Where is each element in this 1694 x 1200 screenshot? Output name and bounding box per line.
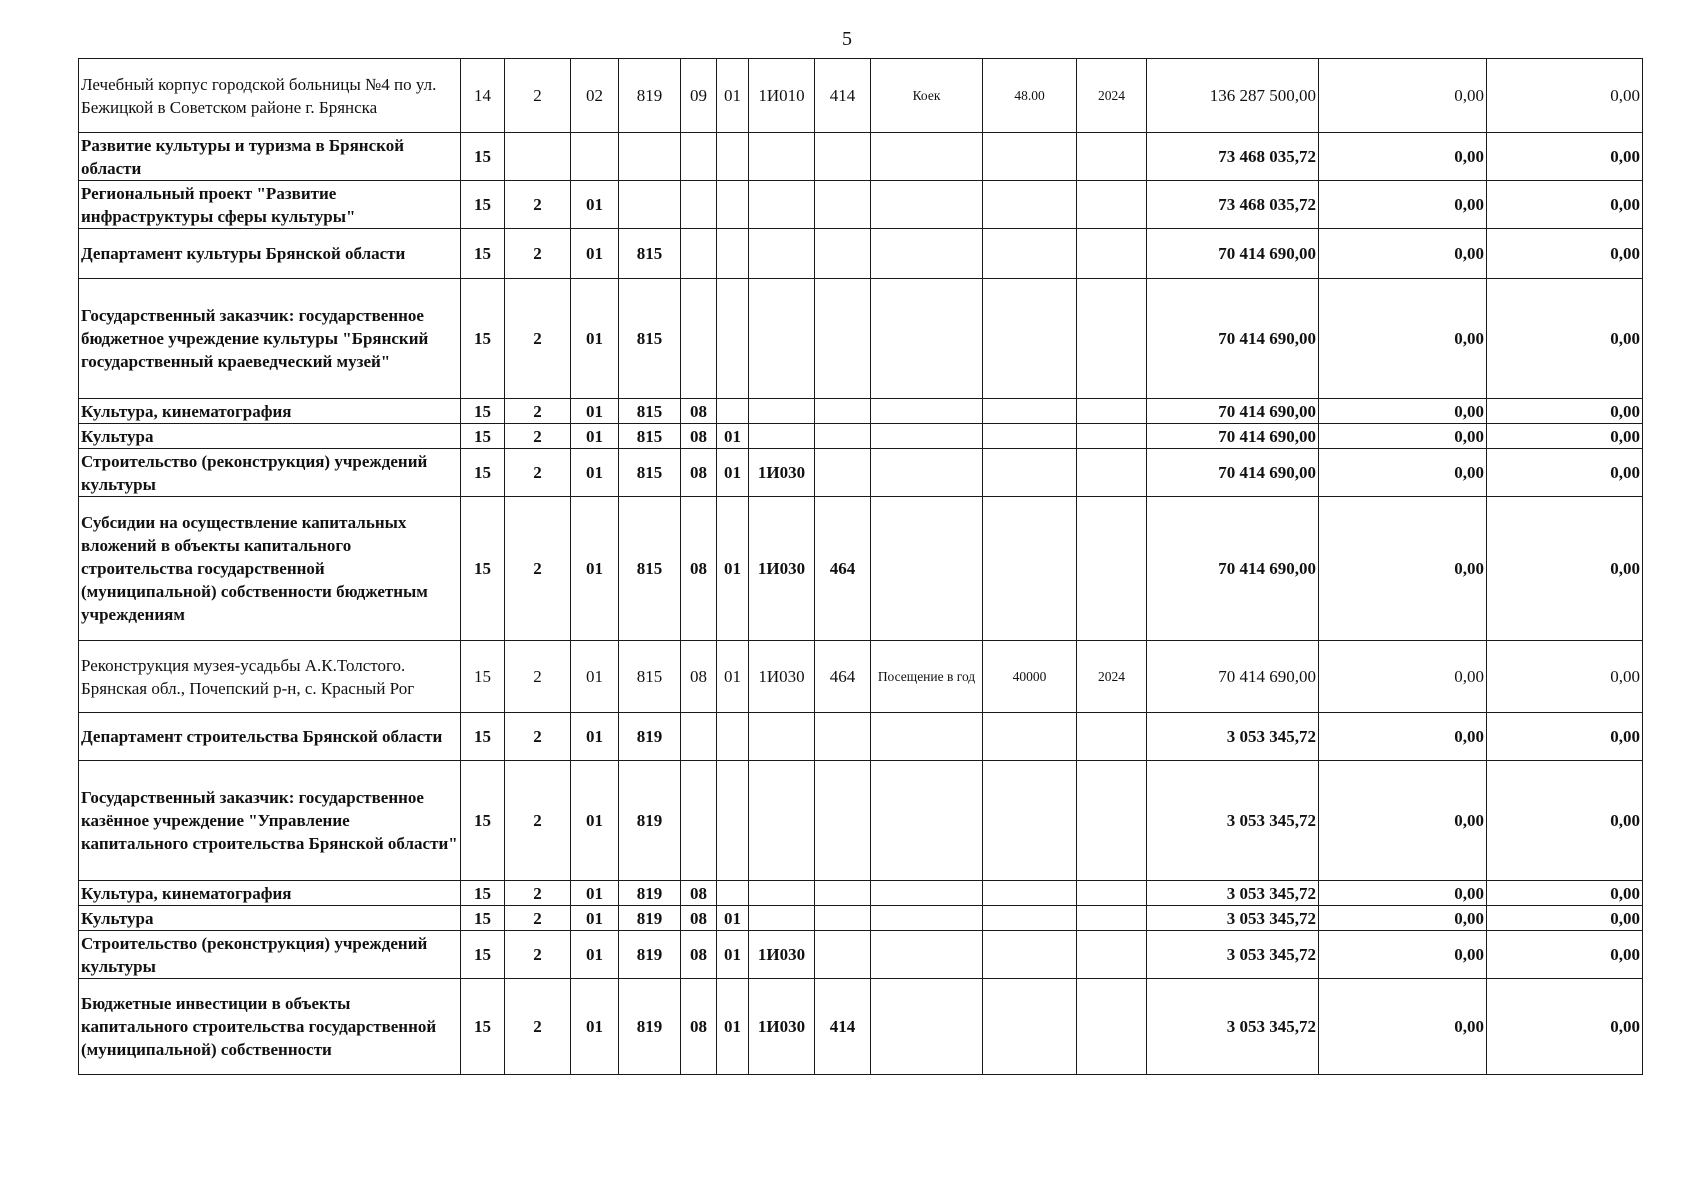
- table-row: [79, 713, 1643, 761]
- project-code-cell: 01: [571, 641, 619, 713]
- target-article-cell: 1И030: [749, 641, 815, 713]
- capacity-value-cell: [983, 979, 1077, 1075]
- section-code-cell: [681, 181, 717, 229]
- project-code-cell: 01: [571, 761, 619, 881]
- amount-year2-cell: 0,00: [1319, 229, 1487, 279]
- subsection-code-cell: 01: [717, 497, 749, 641]
- section-code-cell: 08: [681, 906, 717, 931]
- row-name-cell: Региональный проект "Развитие инфраструктуры сферы культуры": [79, 181, 461, 229]
- amount-year1-cell: 3 053 345,72: [1147, 906, 1319, 931]
- capacity-unit-cell: [871, 497, 983, 641]
- target-article-cell: [749, 906, 815, 931]
- subsection-code-cell: [717, 713, 749, 761]
- capacity-value-cell: [983, 931, 1077, 979]
- section-code-cell: [681, 133, 717, 181]
- expense-type-cell: [815, 424, 871, 449]
- amount-year2-cell: 0,00: [1319, 449, 1487, 497]
- amount-year3-cell: 0,00: [1487, 181, 1643, 229]
- amount-year2-cell: 0,00: [1319, 133, 1487, 181]
- amount-year3-cell: 0,00: [1487, 979, 1643, 1075]
- target-article-cell: [749, 399, 815, 424]
- project-code-cell: 01: [571, 906, 619, 931]
- grbs-code-cell: 815: [619, 424, 681, 449]
- expense-type-cell: [815, 761, 871, 881]
- expense-type-cell: 464: [815, 641, 871, 713]
- program-code-cell: 15: [461, 229, 505, 279]
- commissioning-year-cell: [1077, 713, 1147, 761]
- budget-table: [78, 58, 1643, 1075]
- amount-year2-cell: 0,00: [1319, 424, 1487, 449]
- section-code-cell: 08: [681, 641, 717, 713]
- table-row: [79, 449, 1643, 497]
- amount-year2-cell: 0,00: [1319, 181, 1487, 229]
- table-row: [79, 761, 1643, 881]
- grbs-code-cell: 819: [619, 59, 681, 133]
- program-code-cell: 15: [461, 424, 505, 449]
- commissioning-year-cell: [1077, 449, 1147, 497]
- capacity-unit-cell: [871, 931, 983, 979]
- subprogram-code-cell: 2: [505, 424, 571, 449]
- capacity-unit-cell: Коек: [871, 59, 983, 133]
- table-row: [79, 881, 1643, 906]
- amount-year3-cell: 0,00: [1487, 641, 1643, 713]
- amount-year3-cell: 0,00: [1487, 906, 1643, 931]
- subsection-code-cell: 01: [717, 906, 749, 931]
- subprogram-code-cell: 2: [505, 181, 571, 229]
- program-code-cell: 15: [461, 931, 505, 979]
- section-code-cell: 08: [681, 881, 717, 906]
- capacity-value-cell: [983, 424, 1077, 449]
- amount-year2-cell: 0,00: [1319, 761, 1487, 881]
- amount-year3-cell: 0,00: [1487, 279, 1643, 399]
- capacity-unit-cell: [871, 979, 983, 1075]
- row-name-cell: Департамент культуры Брянской области: [79, 229, 461, 279]
- amount-year2-cell: 0,00: [1319, 979, 1487, 1075]
- amount-year1-cell: 70 414 690,00: [1147, 399, 1319, 424]
- table-row: [79, 59, 1643, 133]
- table-row: [79, 399, 1643, 424]
- row-name-cell: Реконструкция музея-усадьбы А.К.Толстого. Брянская обл., Почепский р-н, с. Красный Рог: [79, 641, 461, 713]
- table-row: [79, 133, 1643, 181]
- program-code-cell: 15: [461, 906, 505, 931]
- program-code-cell: 15: [461, 713, 505, 761]
- target-article-cell: 1И010: [749, 59, 815, 133]
- capacity-unit-cell: [871, 133, 983, 181]
- amount-year2-cell: 0,00: [1319, 641, 1487, 713]
- amount-year3-cell: 0,00: [1487, 713, 1643, 761]
- expense-type-cell: 414: [815, 59, 871, 133]
- commissioning-year-cell: [1077, 761, 1147, 881]
- table-row: [79, 279, 1643, 399]
- target-article-cell: [749, 181, 815, 229]
- expense-type-cell: [815, 449, 871, 497]
- section-code-cell: 08: [681, 931, 717, 979]
- subsection-code-cell: 01: [717, 979, 749, 1075]
- amount-year2-cell: 0,00: [1319, 399, 1487, 424]
- row-name-cell: Бюджетные инвестиции в объекты капитального строительства государственной (муниципальной) собственности: [79, 979, 461, 1075]
- table-row: [79, 906, 1643, 931]
- amount-year1-cell: 3 053 345,72: [1147, 881, 1319, 906]
- subprogram-code-cell: 2: [505, 881, 571, 906]
- target-article-cell: [749, 713, 815, 761]
- target-article-cell: [749, 279, 815, 399]
- row-name-cell: Субсидии на осуществление капитальных вложений в объекты капитального строительства государственной (муниципальной) собственности бюджетным учреждениям: [79, 497, 461, 641]
- table-row: [79, 229, 1643, 279]
- table-row: [79, 424, 1643, 449]
- table-row: [79, 497, 1643, 641]
- amount-year2-cell: 0,00: [1319, 497, 1487, 641]
- grbs-code-cell: 819: [619, 761, 681, 881]
- section-code-cell: 08: [681, 449, 717, 497]
- amount-year2-cell: 0,00: [1319, 881, 1487, 906]
- program-code-cell: 15: [461, 761, 505, 881]
- amount-year3-cell: 0,00: [1487, 761, 1643, 881]
- grbs-code-cell: 815: [619, 399, 681, 424]
- target-article-cell: [749, 229, 815, 279]
- program-code-cell: 15: [461, 399, 505, 424]
- row-name-cell: Развитие культуры и туризма в Брянской области: [79, 133, 461, 181]
- project-code-cell: 01: [571, 181, 619, 229]
- capacity-value-cell: [983, 229, 1077, 279]
- target-article-cell: 1И030: [749, 449, 815, 497]
- capacity-value-cell: [983, 133, 1077, 181]
- target-article-cell: [749, 881, 815, 906]
- capacity-unit-cell: [871, 449, 983, 497]
- commissioning-year-cell: [1077, 229, 1147, 279]
- expense-type-cell: 464: [815, 497, 871, 641]
- amount-year3-cell: 0,00: [1487, 931, 1643, 979]
- subsection-code-cell: 01: [717, 449, 749, 497]
- target-article-cell: [749, 133, 815, 181]
- section-code-cell: [681, 279, 717, 399]
- project-code-cell: 01: [571, 279, 619, 399]
- capacity-unit-cell: [871, 181, 983, 229]
- commissioning-year-cell: [1077, 906, 1147, 931]
- amount-year3-cell: 0,00: [1487, 497, 1643, 641]
- capacity-value-cell: [983, 181, 1077, 229]
- amount-year1-cell: 70 414 690,00: [1147, 497, 1319, 641]
- grbs-code-cell: 819: [619, 881, 681, 906]
- program-code-cell: 15: [461, 641, 505, 713]
- grbs-code-cell: 815: [619, 229, 681, 279]
- amount-year3-cell: 0,00: [1487, 449, 1643, 497]
- table-body: [79, 59, 1643, 1075]
- table-row: [79, 641, 1643, 713]
- target-article-cell: [749, 424, 815, 449]
- amount-year3-cell: 0,00: [1487, 229, 1643, 279]
- commissioning-year-cell: [1077, 497, 1147, 641]
- capacity-value-cell: [983, 761, 1077, 881]
- program-code-cell: 15: [461, 881, 505, 906]
- target-article-cell: 1И030: [749, 931, 815, 979]
- amount-year1-cell: 70 414 690,00: [1147, 229, 1319, 279]
- program-code-cell: 15: [461, 133, 505, 181]
- section-code-cell: 08: [681, 399, 717, 424]
- section-code-cell: [681, 229, 717, 279]
- subsection-code-cell: [717, 229, 749, 279]
- subsection-code-cell: 01: [717, 931, 749, 979]
- subprogram-code-cell: 2: [505, 713, 571, 761]
- project-code-cell: 01: [571, 399, 619, 424]
- expense-type-cell: [815, 181, 871, 229]
- program-code-cell: 15: [461, 279, 505, 399]
- commissioning-year-cell: [1077, 931, 1147, 979]
- subprogram-code-cell: 2: [505, 229, 571, 279]
- amount-year1-cell: 70 414 690,00: [1147, 279, 1319, 399]
- project-code-cell: [571, 133, 619, 181]
- target-article-cell: [749, 761, 815, 881]
- amount-year2-cell: 0,00: [1319, 279, 1487, 399]
- capacity-value-cell: [983, 906, 1077, 931]
- expense-type-cell: [815, 881, 871, 906]
- table-row: [79, 931, 1643, 979]
- capacity-unit-cell: [871, 906, 983, 931]
- expense-type-cell: [815, 229, 871, 279]
- capacity-unit-cell: [871, 279, 983, 399]
- amount-year1-cell: 3 053 345,72: [1147, 713, 1319, 761]
- subsection-code-cell: 01: [717, 59, 749, 133]
- expense-type-cell: [815, 399, 871, 424]
- program-code-cell: 14: [461, 59, 505, 133]
- project-code-cell: 01: [571, 424, 619, 449]
- section-code-cell: 08: [681, 424, 717, 449]
- row-name-cell: Культура: [79, 906, 461, 931]
- subprogram-code-cell: 2: [505, 59, 571, 133]
- capacity-value-cell: [983, 449, 1077, 497]
- commissioning-year-cell: [1077, 881, 1147, 906]
- subsection-code-cell: [717, 399, 749, 424]
- table-row: [79, 181, 1643, 229]
- grbs-code-cell: [619, 133, 681, 181]
- row-name-cell: Культура, кинематография: [79, 881, 461, 906]
- subsection-code-cell: [717, 133, 749, 181]
- subprogram-code-cell: 2: [505, 979, 571, 1075]
- subprogram-code-cell: 2: [505, 641, 571, 713]
- capacity-value-cell: [983, 279, 1077, 399]
- subsection-code-cell: 01: [717, 424, 749, 449]
- grbs-code-cell: 815: [619, 641, 681, 713]
- subsection-code-cell: [717, 279, 749, 399]
- capacity-unit-cell: [871, 424, 983, 449]
- amount-year1-cell: 73 468 035,72: [1147, 133, 1319, 181]
- amount-year3-cell: 0,00: [1487, 424, 1643, 449]
- amount-year2-cell: 0,00: [1319, 713, 1487, 761]
- capacity-unit-cell: [871, 229, 983, 279]
- subsection-code-cell: [717, 181, 749, 229]
- subprogram-code-cell: 2: [505, 399, 571, 424]
- commissioning-year-cell: 2024: [1077, 641, 1147, 713]
- grbs-code-cell: 819: [619, 906, 681, 931]
- grbs-code-cell: 815: [619, 449, 681, 497]
- commissioning-year-cell: [1077, 399, 1147, 424]
- subprogram-code-cell: 2: [505, 497, 571, 641]
- row-name-cell: Строительство (реконструкция) учреждений культуры: [79, 931, 461, 979]
- amount-year1-cell: 3 053 345,72: [1147, 979, 1319, 1075]
- target-article-cell: 1И030: [749, 497, 815, 641]
- project-code-cell: 01: [571, 881, 619, 906]
- grbs-code-cell: 819: [619, 713, 681, 761]
- section-code-cell: [681, 713, 717, 761]
- capacity-value-cell: 40000: [983, 641, 1077, 713]
- grbs-code-cell: 819: [619, 979, 681, 1075]
- program-code-cell: 15: [461, 181, 505, 229]
- amount-year3-cell: 0,00: [1487, 59, 1643, 133]
- grbs-code-cell: 819: [619, 931, 681, 979]
- project-code-cell: 01: [571, 229, 619, 279]
- subprogram-code-cell: 2: [505, 931, 571, 979]
- page-number: 5: [842, 28, 852, 50]
- expense-type-cell: [815, 906, 871, 931]
- project-code-cell: 01: [571, 979, 619, 1075]
- subprogram-code-cell: 2: [505, 906, 571, 931]
- amount-year1-cell: 70 414 690,00: [1147, 641, 1319, 713]
- amount-year1-cell: 136 287 500,00: [1147, 59, 1319, 133]
- row-name-cell: Государственный заказчик: государственное бюджетное учреждение культуры "Брянский государственный краеведческий музей": [79, 279, 461, 399]
- expense-type-cell: 414: [815, 979, 871, 1075]
- amount-year2-cell: 0,00: [1319, 59, 1487, 133]
- commissioning-year-cell: 2024: [1077, 59, 1147, 133]
- project-code-cell: 01: [571, 497, 619, 641]
- capacity-unit-cell: Посещение в год: [871, 641, 983, 713]
- section-code-cell: [681, 761, 717, 881]
- capacity-value-cell: [983, 881, 1077, 906]
- grbs-code-cell: [619, 181, 681, 229]
- section-code-cell: 09: [681, 59, 717, 133]
- amount-year3-cell: 0,00: [1487, 881, 1643, 906]
- project-code-cell: 02: [571, 59, 619, 133]
- section-code-cell: 08: [681, 497, 717, 641]
- project-code-cell: 01: [571, 931, 619, 979]
- commissioning-year-cell: [1077, 424, 1147, 449]
- grbs-code-cell: 815: [619, 279, 681, 399]
- expense-type-cell: [815, 279, 871, 399]
- subsection-code-cell: [717, 761, 749, 881]
- subprogram-code-cell: 2: [505, 761, 571, 881]
- grbs-code-cell: 815: [619, 497, 681, 641]
- amount-year1-cell: 3 053 345,72: [1147, 761, 1319, 881]
- row-name-cell: Строительство (реконструкция) учреждений культуры: [79, 449, 461, 497]
- subsection-code-cell: 01: [717, 641, 749, 713]
- table-row: [79, 979, 1643, 1075]
- subprogram-code-cell: 2: [505, 279, 571, 399]
- capacity-unit-cell: [871, 881, 983, 906]
- project-code-cell: 01: [571, 713, 619, 761]
- amount-year1-cell: 73 468 035,72: [1147, 181, 1319, 229]
- amount-year1-cell: 70 414 690,00: [1147, 424, 1319, 449]
- capacity-value-cell: [983, 497, 1077, 641]
- row-name-cell: Департамент строительства Брянской области: [79, 713, 461, 761]
- row-name-cell: Культура, кинематография: [79, 399, 461, 424]
- expense-type-cell: [815, 133, 871, 181]
- capacity-unit-cell: [871, 761, 983, 881]
- capacity-unit-cell: [871, 399, 983, 424]
- row-name-cell: Культура: [79, 424, 461, 449]
- expense-type-cell: [815, 931, 871, 979]
- commissioning-year-cell: [1077, 181, 1147, 229]
- commissioning-year-cell: [1077, 279, 1147, 399]
- capacity-value-cell: [983, 713, 1077, 761]
- program-code-cell: 15: [461, 979, 505, 1075]
- row-name-cell: Лечебный корпус городской больницы №4 по ул. Бежицкой в Советском районе г. Брянска: [79, 59, 461, 133]
- expense-type-cell: [815, 713, 871, 761]
- amount-year3-cell: 0,00: [1487, 133, 1643, 181]
- capacity-value-cell: [983, 399, 1077, 424]
- program-code-cell: 15: [461, 449, 505, 497]
- commissioning-year-cell: [1077, 979, 1147, 1075]
- section-code-cell: 08: [681, 979, 717, 1075]
- amount-year1-cell: 3 053 345,72: [1147, 931, 1319, 979]
- capacity-value-cell: 48.00: [983, 59, 1077, 133]
- amount-year2-cell: 0,00: [1319, 931, 1487, 979]
- subprogram-code-cell: [505, 133, 571, 181]
- amount-year1-cell: 70 414 690,00: [1147, 449, 1319, 497]
- subprogram-code-cell: 2: [505, 449, 571, 497]
- project-code-cell: 01: [571, 449, 619, 497]
- amount-year3-cell: 0,00: [1487, 399, 1643, 424]
- subsection-code-cell: [717, 881, 749, 906]
- capacity-unit-cell: [871, 713, 983, 761]
- commissioning-year-cell: [1077, 133, 1147, 181]
- program-code-cell: 15: [461, 497, 505, 641]
- amount-year2-cell: 0,00: [1319, 906, 1487, 931]
- target-article-cell: 1И030: [749, 979, 815, 1075]
- row-name-cell: Государственный заказчик: государственное казённое учреждение "Управление капитального строительства Брянской области": [79, 761, 461, 881]
